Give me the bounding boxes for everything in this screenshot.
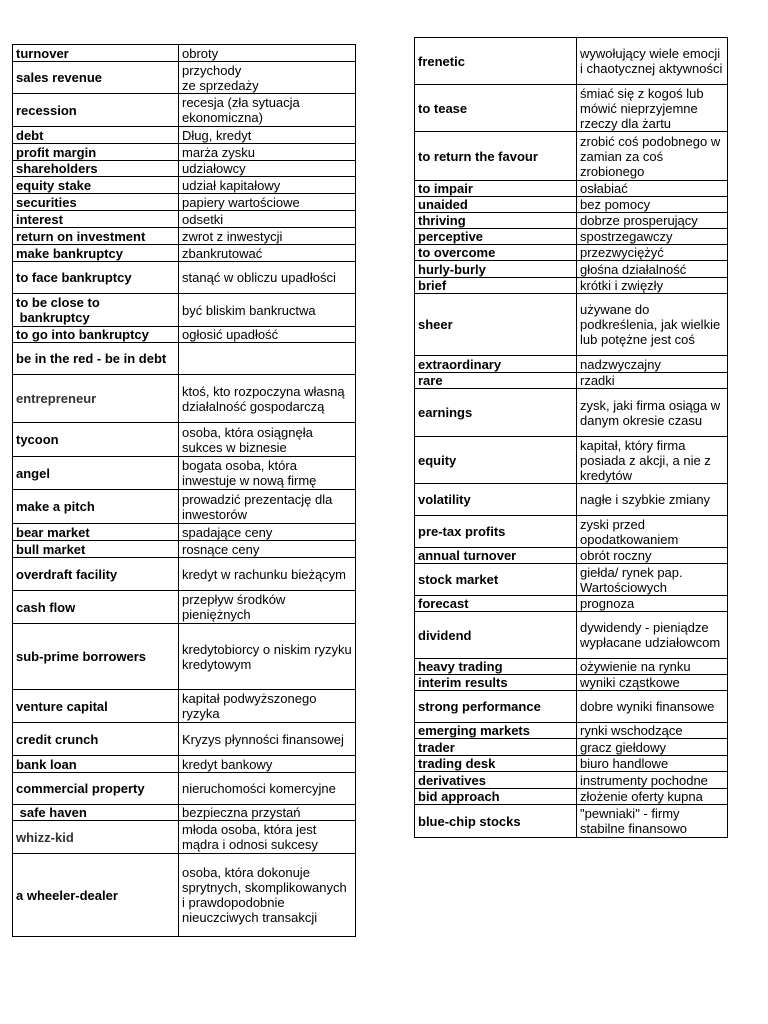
table-row <box>415 437 728 484</box>
definition-cell: wywołujący wiele emocji i chaotycznej aktywności <box>577 38 728 85</box>
table-row <box>415 772 728 789</box>
table-row <box>415 789 728 805</box>
definition-cell: bezpieczna przystań <box>179 805 356 821</box>
term-cell: return on investment <box>13 228 179 245</box>
term-cell: commercial property <box>13 773 179 805</box>
table-row <box>13 177 356 194</box>
table-row <box>13 805 356 821</box>
term-cell: derivatives <box>415 772 577 789</box>
table-row <box>415 596 728 612</box>
table-row <box>13 558 356 591</box>
table-row <box>13 294 356 327</box>
term-cell: profit margin <box>13 144 179 161</box>
term-cell: bear market <box>13 524 179 541</box>
term-cell: debt <box>13 127 179 144</box>
definition-cell: kredyt bankowy <box>179 756 356 773</box>
term-cell: heavy trading <box>415 659 577 675</box>
term-cell <box>13 294 179 327</box>
table-row <box>13 624 356 690</box>
table-row <box>415 612 728 659</box>
table-row <box>415 756 728 772</box>
table-row <box>13 144 356 161</box>
definition-cell: obrót roczny <box>577 548 728 564</box>
term-cell: forecast <box>415 596 577 612</box>
term-cell: interim results <box>415 675 577 691</box>
definition-cell: dobre wyniki finansowe <box>577 691 728 723</box>
term-cell: trader <box>415 739 577 756</box>
definition-cell: spostrzegawczy <box>577 229 728 245</box>
table-row <box>13 524 356 541</box>
definition-cell: gracz giełdowy <box>577 739 728 756</box>
definition-line: przychody <box>182 62 242 78</box>
table-row <box>13 211 356 228</box>
table-row <box>13 854 356 937</box>
term-cell: turnover <box>13 45 179 62</box>
definition-cell: nadzwyczajny <box>577 356 728 373</box>
table-row <box>13 457 356 490</box>
term-cell: pre-tax profits <box>415 516 577 548</box>
term-cell: to return the favour <box>415 132 577 181</box>
definition-cell: udział kapitałowy <box>179 177 356 194</box>
definition-cell: instrumenty pochodne <box>577 772 728 789</box>
definition-cell: bogata osoba, która inwestuje w nową firmę <box>179 457 356 490</box>
term-cell: securities <box>13 194 179 211</box>
definition-cell: zyski przed opodatkowaniem <box>577 516 728 548</box>
definition-cell: śmiać się z kogoś lub mówić nieprzyjemne rzeczy dla żartu <box>577 85 728 132</box>
vocabulary-table-left <box>12 44 356 937</box>
term-cell: be in the red - be in debt <box>13 343 179 375</box>
table-row <box>13 127 356 144</box>
definition-cell: przepływ środków pieniężnych <box>179 591 356 624</box>
term-line: to be close to <box>16 295 100 310</box>
table-row <box>415 723 728 739</box>
table-row <box>13 690 356 723</box>
vocabulary-table-right <box>414 37 728 838</box>
term-cell: overdraft facility <box>13 558 179 591</box>
term-cell: annual turnover <box>415 548 577 564</box>
table-row <box>13 327 356 343</box>
definition-cell: Kryzys płynności finansowej <box>179 723 356 756</box>
table-row <box>13 591 356 624</box>
definition-cell: stanąć w obliczu upadłości <box>179 262 356 294</box>
term-cell: to face bankruptcy <box>13 262 179 294</box>
term-cell: to go into bankruptcy <box>13 327 179 343</box>
table-row <box>415 675 728 691</box>
definition-cell: osoba, która dokonuje sprytnych, skomplikowanych i prawdopodobnie nieuczciwych transakcji <box>179 854 356 937</box>
term-cell: dividend <box>415 612 577 659</box>
definition-cell: młoda osoba, która jest mądra i odnosi sukcesy <box>179 821 356 854</box>
table-row <box>415 229 728 245</box>
term-line: bankruptcy <box>16 310 90 325</box>
term-cell: cash flow <box>13 591 179 624</box>
table-row <box>415 564 728 596</box>
table-row <box>415 181 728 197</box>
definition-cell: dobrze prosperujący <box>577 213 728 229</box>
table-row <box>415 516 728 548</box>
term-cell: frenetic <box>415 38 577 85</box>
table-row <box>13 245 356 262</box>
definition-cell: kapitał, który firma posiada z akcji, a nie z kredytów <box>577 437 728 484</box>
definition-cell: dywidendy - pieniądze wypłacane udziałowcom <box>577 612 728 659</box>
term-cell: trading desk <box>415 756 577 772</box>
definition-cell: ogłosić upadłość <box>179 327 356 343</box>
table-row <box>13 194 356 211</box>
term-cell <box>13 805 179 821</box>
definition-cell: używane do podkreślenia, jak wielkie lub potężne jest coś <box>577 294 728 356</box>
table-row <box>415 691 728 723</box>
term-cell: recession <box>13 94 179 127</box>
table-row <box>13 375 356 423</box>
term-cell: credit crunch <box>13 723 179 756</box>
term-text: safe haven <box>19 805 87 820</box>
definition-cell: kredyt w rachunku bieżącym <box>179 558 356 591</box>
definition-cell: marża zysku <box>179 144 356 161</box>
term-cell: sub-prime borrowers <box>13 624 179 690</box>
term-cell: unaided <box>415 197 577 213</box>
definition-cell: zbankrutować <box>179 245 356 262</box>
definition-cell: nagłe i szybkie zmiany <box>577 484 728 516</box>
table-row <box>415 278 728 294</box>
definition-cell <box>179 343 356 375</box>
definition-cell: głośna działalność <box>577 261 728 278</box>
term-cell: angel <box>13 457 179 490</box>
term-cell: hurly-burly <box>415 261 577 278</box>
term-cell: earnings <box>415 389 577 437</box>
table-row <box>415 38 728 85</box>
definition-cell: złożenie oferty kupna <box>577 789 728 805</box>
table-row <box>13 423 356 457</box>
definition-cell: biuro handlowe <box>577 756 728 772</box>
table-row <box>415 213 728 229</box>
table-row <box>13 723 356 756</box>
table-row <box>13 262 356 294</box>
term-cell: thriving <box>415 213 577 229</box>
table-row <box>415 132 728 181</box>
term-cell: volatility <box>415 484 577 516</box>
term-cell: rare <box>415 373 577 389</box>
table-row <box>415 805 728 838</box>
definition-cell: Dług, kredyt <box>179 127 356 144</box>
table-row <box>415 197 728 213</box>
table-row <box>415 373 728 389</box>
term-cell: sales revenue <box>13 62 179 94</box>
definition-cell: kredytobiorcy o niskim ryzyku kredytowym <box>179 624 356 690</box>
definition-cell: osoba, która osiągnęła sukces w biznesie <box>179 423 356 457</box>
definition-cell: nieruchomości komercyjne <box>179 773 356 805</box>
definition-cell: prowadzić prezentację dla inwestorów <box>179 490 356 524</box>
definition-cell: odsetki <box>179 211 356 228</box>
table-row <box>13 821 356 854</box>
table-row <box>13 62 356 94</box>
term-cell: entrepreneur <box>13 375 179 423</box>
table-row <box>415 356 728 373</box>
table-row <box>13 490 356 524</box>
definition-cell <box>179 62 356 94</box>
term-cell: to overcome <box>415 245 577 261</box>
table-row <box>13 228 356 245</box>
table-row <box>415 389 728 437</box>
table-row <box>13 773 356 805</box>
term-cell: equity <box>415 437 577 484</box>
definition-cell: giełda/ rynek pap. Wartościowych <box>577 564 728 596</box>
term-cell: stock market <box>415 564 577 596</box>
table-row <box>415 85 728 132</box>
definition-cell: udziałowcy <box>179 161 356 177</box>
definition-cell: prognoza <box>577 596 728 612</box>
term-cell: emerging markets <box>415 723 577 739</box>
definition-cell: zrobić coś podobnego w zamian za coś zrobionego <box>577 132 728 181</box>
definition-cell: zysk, jaki firma osiąga w danym okresie czasu <box>577 389 728 437</box>
definition-cell: wyniki cząstkowe <box>577 675 728 691</box>
definition-cell: "pewniaki" - firmy stabilne finansowo <box>577 805 728 838</box>
definition-line: ze sprzedaży <box>182 77 259 93</box>
definition-cell: recesja (zła sytuacja ekonomiczna) <box>179 94 356 127</box>
table-row <box>415 548 728 564</box>
definition-cell: kapitał podwyższonego ryzyka <box>179 690 356 723</box>
term-cell: bull market <box>13 541 179 558</box>
table-row <box>415 261 728 278</box>
term-cell: perceptive <box>415 229 577 245</box>
definition-cell: być bliskim bankructwa <box>179 294 356 327</box>
definition-cell: spadające ceny <box>179 524 356 541</box>
table-row <box>415 294 728 356</box>
table-row <box>415 659 728 675</box>
table-row <box>415 245 728 261</box>
term-cell: venture capital <box>13 690 179 723</box>
definition-cell: przezwyciężyć <box>577 245 728 261</box>
definition-cell: ożywienie na rynku <box>577 659 728 675</box>
term-cell: make a pitch <box>13 490 179 524</box>
term-cell: make bankruptcy <box>13 245 179 262</box>
definition-cell: papiery wartościowe <box>179 194 356 211</box>
term-cell: extraordinary <box>415 356 577 373</box>
definition-cell: obroty <box>179 45 356 62</box>
table-row <box>13 45 356 62</box>
term-cell: a wheeler-dealer <box>13 854 179 937</box>
term-cell: interest <box>13 211 179 228</box>
table-row <box>13 541 356 558</box>
definition-cell: ktoś, kto rozpoczyna własną działalność gospodarczą <box>179 375 356 423</box>
term-cell: bank loan <box>13 756 179 773</box>
term-cell: strong performance <box>415 691 577 723</box>
term-cell: shareholders <box>13 161 179 177</box>
term-cell: bid approach <box>415 789 577 805</box>
definition-cell: rynki wschodzące <box>577 723 728 739</box>
term-cell: whizz-kid <box>13 821 179 854</box>
definition-cell: rzadki <box>577 373 728 389</box>
table-row <box>415 739 728 756</box>
definition-cell: krótki i zwięzły <box>577 278 728 294</box>
table-row <box>13 161 356 177</box>
definition-cell: osłabiać <box>577 181 728 197</box>
table-row <box>13 94 356 127</box>
definition-cell: bez pomocy <box>577 197 728 213</box>
term-cell: to impair <box>415 181 577 197</box>
definition-cell: rosnące ceny <box>179 541 356 558</box>
table-row <box>415 484 728 516</box>
term-cell: sheer <box>415 294 577 356</box>
definition-cell: zwrot z inwestycji <box>179 228 356 245</box>
term-cell: blue-chip stocks <box>415 805 577 838</box>
term-cell: to tease <box>415 85 577 132</box>
term-cell: brief <box>415 278 577 294</box>
table-row <box>13 756 356 773</box>
table-row <box>13 343 356 375</box>
term-cell: equity stake <box>13 177 179 194</box>
term-cell: tycoon <box>13 423 179 457</box>
